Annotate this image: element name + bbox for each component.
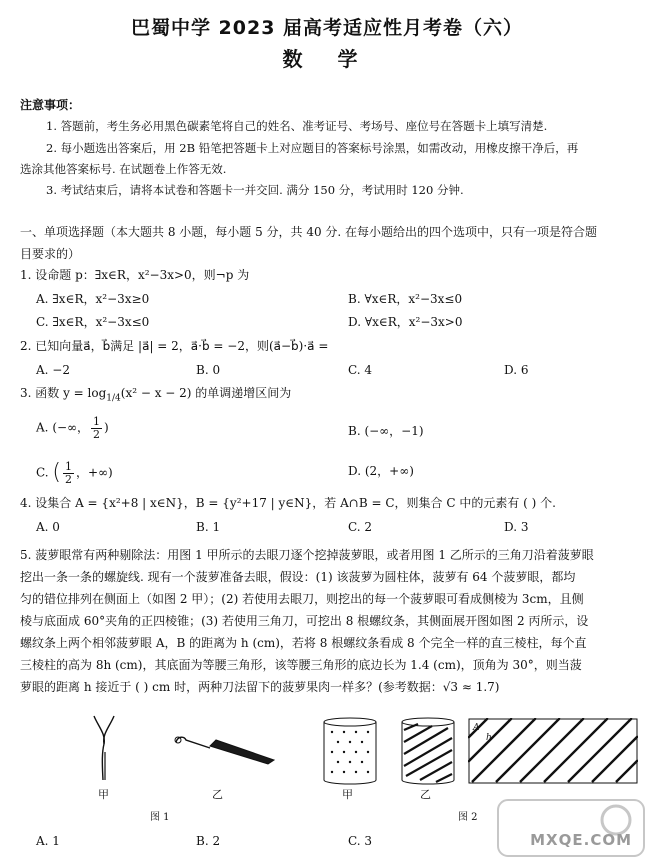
- q3-option-b: B. (−∞，−1): [348, 424, 424, 438]
- q1-stem: 1. 设命题 p：∃x∈R，x²−3x>0，则¬p 为: [20, 268, 250, 282]
- note-3: 3. 考试结束后，请将本试卷和答题卡一并交回. 满分 150 分，考试用时 120 分钟.: [46, 183, 464, 197]
- fig2-label-a: 甲: [342, 788, 353, 801]
- fig2-point-a-label: A: [473, 723, 480, 733]
- fig1-label-a: 甲: [98, 788, 109, 801]
- q4-option-a: A. 0: [36, 520, 60, 534]
- watermark-text: MXQE.COM: [530, 830, 632, 849]
- fig2-unfolded-stripes-image: [468, 718, 638, 784]
- q5-line-5: 螺纹条上两个相邻菠萝眼 A，B 的距离为 h (cm)，若将 8 根螺纹条看成 8 个完全一样的直三棱柱，每个直: [20, 636, 587, 650]
- fig1-label-b: 乙: [212, 788, 223, 801]
- q5-option-a: A. 1: [36, 834, 60, 848]
- q4-option-d: D. 3: [504, 520, 529, 534]
- q5-line-7: 萝眼的距离 h 接近于 ( ) cm 时，两种刀法留下的菠萝果肉一样多？(参考数据：√3 ≈ 1.7): [20, 680, 500, 694]
- section-heading-line1: 一、单项选择题（本大题共 8 小题，每小题 5 分，共 40 分. 在每小题给出的四个选项中，只有一项是符合题: [20, 225, 598, 239]
- exam-subject: 数 学: [282, 47, 372, 71]
- q3-option-a-den: 2: [93, 427, 101, 441]
- q1-option-d: D. ∀x∈R，x²−3x>0: [348, 315, 463, 329]
- q3-option-c-num: 1: [65, 460, 72, 473]
- fig1-caption: 图 1: [150, 812, 170, 823]
- q3-option-a-num: 1: [93, 415, 101, 428]
- q3-option-c: [36, 456, 113, 490]
- note-1: 1. 答题前，考生务必用黑色碳素笔将自己的姓名、准考证号、考场号、座位号在答题卡上填写清楚.: [46, 119, 548, 133]
- q1-option-a: A. ∃x∈R，x²−3x≥0: [36, 292, 150, 306]
- q3-option-a-fraction: [91, 416, 102, 440]
- q4-option-b: B. 1: [196, 520, 221, 534]
- q2-option-c: C. 4: [348, 363, 373, 377]
- fig2-caption: 图 2: [458, 812, 478, 823]
- fig2-label-b: 乙: [420, 788, 431, 801]
- exam-title: 巴蜀中学 2023 届高考适应性月考卷（六）: [130, 17, 524, 39]
- fig1-eye-tool-image: [84, 712, 124, 782]
- fig1-triangle-knife-image: [170, 720, 280, 770]
- q3-stem-post: (x² − x − 2) 的单调递增区间为: [120, 386, 292, 400]
- q3-option-c-letter: C.: [36, 465, 49, 480]
- q5-line-6: 三棱柱的高为 8h (cm)，其底面为等腰三角形，该等腰三角形的底边长为 1.4 (cm)，顶角为 30°，则当菠: [20, 658, 582, 672]
- q1-option-c: C. ∃x∈R，x²−3x≤0: [36, 315, 150, 329]
- fig2-dotted-cylinder-image: [320, 716, 380, 786]
- section-heading-line2: 目要求的）: [20, 247, 81, 261]
- q5-line-2: 挖出一条一条的螺旋线. 现有一个菠萝准备去眼，假设：(1) 该菠萝为圆柱体，菠萝有 64 个菠萝眼，都均: [20, 570, 576, 584]
- q2-stem: 2. 已知向量a⃗，b⃗满足 |a⃗| = 2，a⃗·b⃗ = −2，则(a⃗−b⃗)·a⃗ =: [20, 339, 329, 353]
- q5-text: [20, 544, 636, 698]
- q4-option-c: C. 2: [348, 520, 373, 534]
- q5-line-4: 棱与底面成 60°夹角的正四棱锥；(3) 若使用三角刀，可挖出 8 根螺纹条，其侧面展开图如图 2 丙所示，设: [20, 614, 589, 628]
- q2-option-b: B. 0: [196, 363, 221, 377]
- q3-option-a: [36, 416, 109, 440]
- q3-stem: [20, 384, 636, 406]
- q3-option-a-letter: A.: [36, 420, 49, 435]
- q4-stem: 4. 设集合 A = {x²+8 | x∈N}，B = {y²+17 | y∈N}，若 A∩B = C，则集合 C 中的元素有 ( ) 个.: [20, 496, 556, 510]
- q5-line-1: 5. 菠萝眼常有两种剔除法：用图 1 甲所示的去眼刀逐个挖掉菠萝眼，或者用图 1 乙所示的三角刀沿着菠萝眼: [20, 548, 594, 562]
- notes-heading: 注意事项：: [20, 98, 81, 112]
- fig2-spiral-cylinder-image: [398, 716, 458, 786]
- fig2-h-label: h: [486, 733, 492, 743]
- q5-option-c: C. 3: [348, 834, 373, 848]
- q3-option-c-lparen: (: [52, 460, 61, 485]
- q3-option-a-right: ): [104, 420, 109, 435]
- q5-line-3: 匀的错位排列在侧面上（如图 2 甲）；(2) 若使用去眼刀，则挖出的每一个菠萝眼可看成侧棱为 3cm，且侧: [20, 592, 584, 606]
- q3-log-base: 1/4: [106, 393, 121, 404]
- q3-option-c-fraction: [63, 461, 74, 485]
- q2-option-d: D. 6: [504, 363, 529, 377]
- q3-option-a-left: (−∞，: [52, 420, 90, 435]
- note-2-cont: 选涂其他答案标号. 在试题卷上作答无效.: [20, 162, 227, 176]
- q3-option-d: D. (2，+∞): [348, 464, 414, 478]
- q5-option-b: B. 2: [196, 834, 221, 848]
- q3-option-c-right: ，+∞): [76, 465, 113, 480]
- q3-stem-pre: 3. 函数 y = log: [20, 386, 107, 400]
- q3-option-c-den: 2: [65, 472, 72, 486]
- q1-option-b: B. ∀x∈R，x²−3x≤0: [348, 292, 463, 306]
- q2-option-a: A. −2: [36, 363, 70, 377]
- note-2: 2. 每小题选出答案后，用 2B 铅笔把答题卡上对应题目的答案标号涂黑，如需改动，用橡皮擦干净后，再: [46, 141, 579, 155]
